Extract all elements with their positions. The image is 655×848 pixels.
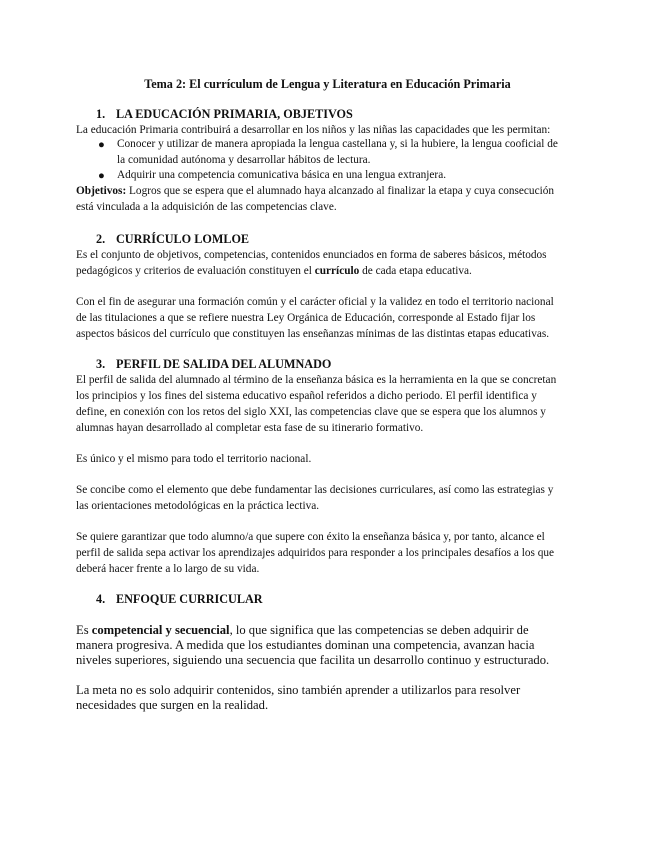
s2-p1-text-c: de cada etapa educativa. bbox=[359, 265, 472, 277]
competencial-term: competencial y secuencial bbox=[91, 623, 230, 637]
s3-p3-line-1: Se concibe como el elemento que debe fundamentar las decisiones curriculares, así como las estrategias y bbox=[76, 484, 554, 496]
s2-p2-line-1: Con el fin de asegurar una formación común y el carácter oficial y la validez en todo el territorio nacional bbox=[76, 296, 554, 308]
s4-p1-line-1 bbox=[76, 623, 529, 638]
section-1-title: LA EDUCACIÓN PRIMARIA, OBJETIVOS bbox=[116, 107, 353, 121]
s3-p4-line-1: Se quiere garantizar que todo alumno/a que supere con éxito la enseñanza básica y, por tanto, alcance el bbox=[76, 531, 545, 543]
s1-bullet-1-line-2: la comunidad autónoma y desarrollar hábitos de lectura. bbox=[117, 154, 371, 166]
s4-p2-line-1: La meta no es solo adquirir contenidos, sino también aprender a utilizarlos para resolver bbox=[76, 683, 521, 697]
s4-p1-text-a: Es bbox=[76, 623, 92, 637]
document-title: Tema 2: El currículum de Lengua y Literatura en Educación Primaria bbox=[144, 77, 511, 91]
s1-objectives-line-1 bbox=[76, 184, 554, 198]
s2-p1-line-2 bbox=[76, 264, 472, 278]
section-2-number: 2. bbox=[96, 232, 106, 246]
section-1-number: 1. bbox=[96, 107, 106, 121]
section-4-title: ENFOQUE CURRICULAR bbox=[116, 592, 263, 606]
s3-p1-line-3: define, en conexión con los retos del siglo XXI, las competencias clave que se espera que los alumnos y bbox=[76, 406, 546, 418]
section-1-heading bbox=[96, 107, 353, 122]
section-3-heading bbox=[96, 357, 331, 372]
s4-p2-line-2: necesidades que surgen en la realidad. bbox=[76, 698, 269, 712]
section-3-number: 3. bbox=[96, 357, 106, 371]
s2-p1-line-1: Es el conjunto de objetivos, competencias, contenidos enunciados en forma de saberes básicos, métodos bbox=[76, 249, 547, 261]
s1-bullet-2: Adquirir una competencia comunicativa básica en una lengua extranjera. bbox=[117, 169, 447, 181]
s4-p1-line-2: manera progresiva. A medida que los estudiantes dominan una competencia, avanzan hacia bbox=[76, 638, 535, 652]
s2-p2-line-2: de las titulaciones a que se refiere nuestra Ley Orgánica de Educación, corresponde al Estado fijar los bbox=[76, 312, 536, 324]
s4-p1-line-3: niveles superiores, siguiendo una secuencia que facilita un desarrollo continuo y estructurado. bbox=[76, 653, 550, 667]
section-4-heading bbox=[96, 592, 263, 607]
s3-p1-line-1: El perfil de salida del alumnado al término de la enseñanza básica es la herramienta en la que se concretan bbox=[76, 374, 557, 386]
s3-p1-line-4: alumnas hayan desarrollado al completar esta fase de su itinerario formativo. bbox=[76, 422, 424, 434]
s3-p3-line-2: las orientaciones metodológicas en la práctica lectiva. bbox=[76, 500, 320, 512]
s1-objectives-line-2: está vinculada a la adquisición de las competencias clave. bbox=[76, 201, 337, 213]
s3-p2: Es único y el mismo para todo el territorio nacional. bbox=[76, 453, 312, 465]
s1-bullet-1-line-1: Conocer y utilizar de manera apropiada la lengua castellana y, si la hubiere, la lengua cooficial de bbox=[117, 138, 558, 150]
section-2-title: CURRÍCULO LOMLOE bbox=[116, 232, 250, 246]
s2-p1-text-a: pedagógicos y criterios de evaluación constituyen el bbox=[76, 265, 315, 277]
s4-p1-text-c: , lo que significa que las competencias se deben adquirir de bbox=[229, 623, 529, 637]
section-3-title: PERFIL DE SALIDA DEL ALUMNADO bbox=[116, 357, 332, 371]
curriculo-term: currículo bbox=[314, 265, 360, 277]
section-2-heading bbox=[96, 232, 249, 247]
bullet-icon: ● bbox=[98, 170, 105, 182]
s3-p1-line-2: los principios y los fines del sistema educativo español referidos a dicho periodo. El perfil identifica y bbox=[76, 390, 537, 402]
section-4-number: 4. bbox=[96, 592, 106, 606]
objectives-text: Logros que se espera que el alumnado haya alcanzado al finalizar la etapa y cuya consecución bbox=[126, 185, 555, 197]
bullet-icon: ● bbox=[98, 139, 105, 151]
s3-p4-line-3: deberá hacer frente a lo largo de su vida. bbox=[76, 563, 260, 575]
s3-p4-line-2: perfil de salida sepa activar los aprendizajes adquiridos para responder a los principales desafíos a los que bbox=[76, 547, 555, 559]
objectives-label: Objetivos: bbox=[76, 185, 127, 197]
s1-intro: La educación Primaria contribuirá a desarrollar en los niños y las niñas las capacidades que les permitan: bbox=[76, 124, 551, 136]
s2-p2-line-3: aspectos básicos del currículo que constituyen las enseñanzas mínimas de las distintas etapas educativas. bbox=[76, 328, 550, 340]
